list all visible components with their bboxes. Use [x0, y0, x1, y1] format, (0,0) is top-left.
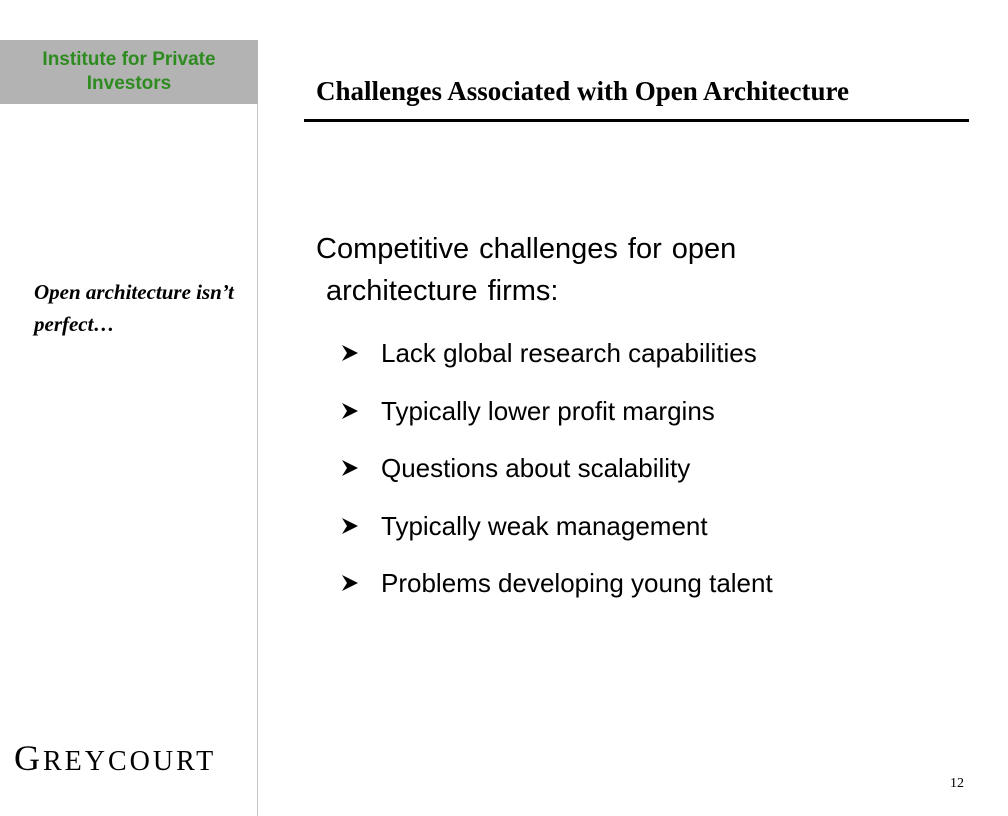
intro-line-2: architecture firms: — [326, 275, 559, 307]
greycourt-logo — [14, 738, 254, 778]
arrowhead-icon — [341, 394, 381, 428]
bullet-text: Questions about scalability — [381, 453, 691, 483]
bullet-item — [341, 451, 773, 509]
org-name: Institute for Private Investors — [42, 49, 216, 94]
bullet-item — [341, 566, 773, 624]
bullet-item — [341, 509, 773, 567]
arrowhead-icon — [341, 566, 381, 600]
bullet-item — [341, 336, 773, 394]
intro-text — [316, 228, 956, 312]
bullet-text: Typically weak management — [381, 510, 708, 541]
logo-initial: G — [14, 738, 43, 778]
arrowhead-icon — [341, 336, 381, 370]
sidebar-divider — [257, 40, 258, 816]
slide-title: Challenges Associated with Open Architecture — [316, 76, 849, 106]
page-number: 12 — [950, 776, 964, 791]
title-rule — [304, 119, 969, 122]
org-name-box — [0, 40, 258, 104]
bullet-text: Typically lower profit margins — [381, 395, 715, 426]
bullet-text: Lack global research capabilities — [381, 338, 757, 368]
bullet-item — [341, 394, 773, 452]
intro-line-1: Competitive challenges for open — [316, 233, 737, 265]
bullet-list — [341, 336, 773, 624]
side-note: Open architecture isn’t perfect… — [34, 280, 234, 336]
arrowhead-icon — [341, 509, 381, 543]
bullet-text: Problems developing young talent — [381, 568, 773, 598]
logo-rest: REYCOURT — [43, 746, 217, 777]
arrowhead-icon — [341, 451, 381, 485]
